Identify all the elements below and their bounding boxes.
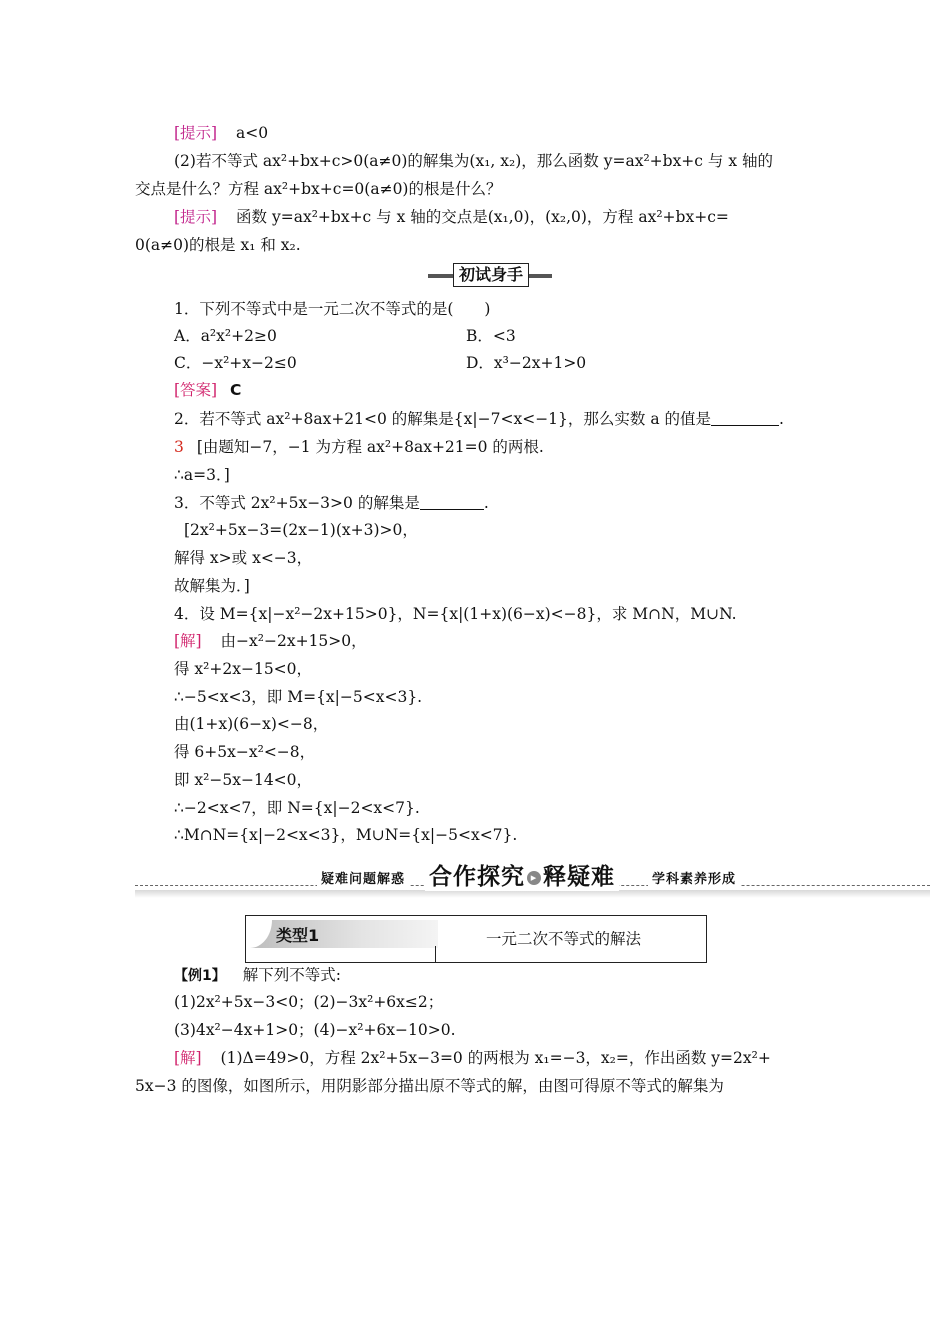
chapter-left-caption: 疑难问题解惑 — [317, 868, 409, 887]
exercise-1-option-a: A．a²x²+2≥0 — [174, 327, 277, 345]
type-label-text: 类型1 — [276, 926, 320, 945]
exercise-3-solution-2: 解得 x>或 x<−3， — [174, 549, 313, 567]
chapter-right-caption: 学科素养形成 — [648, 868, 740, 887]
exercise-4-solution-line: 由(1+x)(6−x)<−8， — [174, 715, 329, 733]
banner-bar-left — [428, 274, 454, 278]
exercise-2-solution-2: ∴a=3．] — [174, 466, 230, 484]
question-2-line-2: 交点是什么？方程 ax²+bx+c=0(a≠0)的根是什么？ — [135, 180, 502, 198]
exercise-2-stem: 2．若不等式 ax²+8ax+21<0 的解集是{x|−7<x<−1}，那么实数 a 的值是 . — [174, 410, 784, 428]
exercise-1-option-b: B．<3 — [466, 327, 516, 345]
exercise-1-option-d: D．x³−2x+1>0 — [466, 354, 587, 372]
exercise-1-answer — [174, 380, 241, 400]
answer-value: C — [230, 381, 242, 399]
section-banner — [428, 262, 552, 288]
type-box — [245, 915, 707, 963]
exercise-3-stem: 3．不等式 2x²+5x−3>0 的解集是 . — [174, 494, 489, 512]
banner-shadow — [135, 890, 930, 898]
type-name: 一元二次不等式的解法 — [486, 930, 642, 948]
type-label — [250, 920, 438, 948]
label-curve-decoration — [250, 920, 272, 948]
banner-bar-right — [527, 274, 552, 278]
section-title: 初试身手 — [453, 263, 529, 287]
exercise-4-solution-line: ∴−2<x<7，即 N={x|−2<x<7}. — [174, 799, 420, 817]
exercise-1-stem: 1．下列不等式中是一元二次不等式的是( ) — [174, 300, 491, 318]
exercise-2-text: 2．若不等式 ax²+8ax+21<0 的解集是{x|−7<x<−1}，那么实数 a 的值是 — [174, 410, 711, 428]
chapter-title-a: 合作探究 — [429, 864, 525, 890]
hint-tag: [提示] — [174, 208, 218, 226]
exercise-3-text: 3．不等式 2x²+5x−3>0 的解集是 — [174, 494, 420, 512]
exercise-3-solution-3: 故解集为．] — [174, 577, 250, 595]
example-1-solution-2: 5x−3 的图像，如图所示，用阴影部分描出原不等式的解，由图可得原不等式的解集为 — [135, 1077, 724, 1095]
exercise-4-solution-line: 即 x²−5x−14<0， — [174, 771, 313, 789]
question-2-line-1: (2)若不等式 ax²+bx+c>0(a≠0)的解集为(x₁, x₂)，那么函数 y=ax²+bx+c 与 x 轴的 — [174, 152, 773, 170]
chapter-title-b: 释疑难 — [543, 864, 615, 890]
exercise-4-solution-1 — [174, 631, 367, 651]
exercise-1-option-c: C．−x²+x−2≤0 — [174, 354, 297, 372]
solution-tag: [解] — [174, 1049, 202, 1067]
type-divider — [435, 946, 436, 962]
example-1-stem — [174, 965, 341, 986]
arrow-icon: ▸ — [527, 871, 541, 885]
answer-blank — [711, 410, 779, 426]
example-1-solution-1 — [174, 1048, 771, 1068]
solution-tag: [解] — [174, 632, 202, 650]
exercise-4-solution-line: ∴M∩N={x|−2<x<3}，M∪N={x|−5<x<7}. — [174, 826, 518, 844]
exercise-4-solution-line: 得 x²+2x−15<0， — [174, 660, 313, 678]
hint-line-1 — [174, 123, 268, 143]
answer-tag: [答案] — [174, 381, 218, 399]
example-tag: 【例1】 — [174, 968, 226, 984]
hint-line-3: 0(a≠0)的根是 x₁ 和 x₂. — [135, 236, 301, 254]
example-1-line-2: (3)4x²−4x+1>0；(4)−x²+6x−10>0. — [174, 1021, 456, 1039]
example-1-line-1: (1)2x²+5x−3<0；(2)−3x²+6x≤2； — [174, 993, 444, 1011]
exercise-2-solution-1 — [174, 437, 544, 457]
example-text: 解下列不等式: — [242, 966, 341, 984]
solution-text: (1)Δ=49>0，方程 2x²+5x−3=0 的两根为 x₁=−3，x₂=，作出函数 y=2x²+ — [220, 1049, 771, 1067]
answer-value: 3 — [174, 438, 184, 456]
exercise-4-solution-line: ∴−5<x<3，即 M={x|−5<x<3}. — [174, 688, 423, 706]
hint-line-2 — [174, 207, 729, 227]
exercise-4-solution-line: 得 6+5x−x²<−8， — [174, 743, 316, 761]
hint-tag: [提示] — [174, 124, 218, 142]
exercise-3-solution-1: [2x²+5x−3=(2x−1)(x+3)>0， — [184, 521, 418, 539]
chapter-banner — [135, 858, 930, 900]
answer-blank — [420, 494, 484, 510]
hint-text: a<0 — [236, 124, 269, 142]
hint-text: 函数 y=ax²+bx+c 与 x 轴的交点是(x₁,0)，(x₂,0)，方程 ax²+bx+c= — [236, 208, 729, 226]
solution-text: [由题知−7，−1 为方程 ax²+8ax+21=0 的两根. — [196, 438, 544, 456]
chapter-title — [425, 858, 619, 891]
exercise-4-stem: 4．设 M={x|−x²−2x+15>0}，N={x|(1+x)(6−x)<−8}，求 M∩N，M∪N. — [174, 605, 737, 623]
solution-text: 由−x²−2x+15>0， — [220, 632, 367, 650]
